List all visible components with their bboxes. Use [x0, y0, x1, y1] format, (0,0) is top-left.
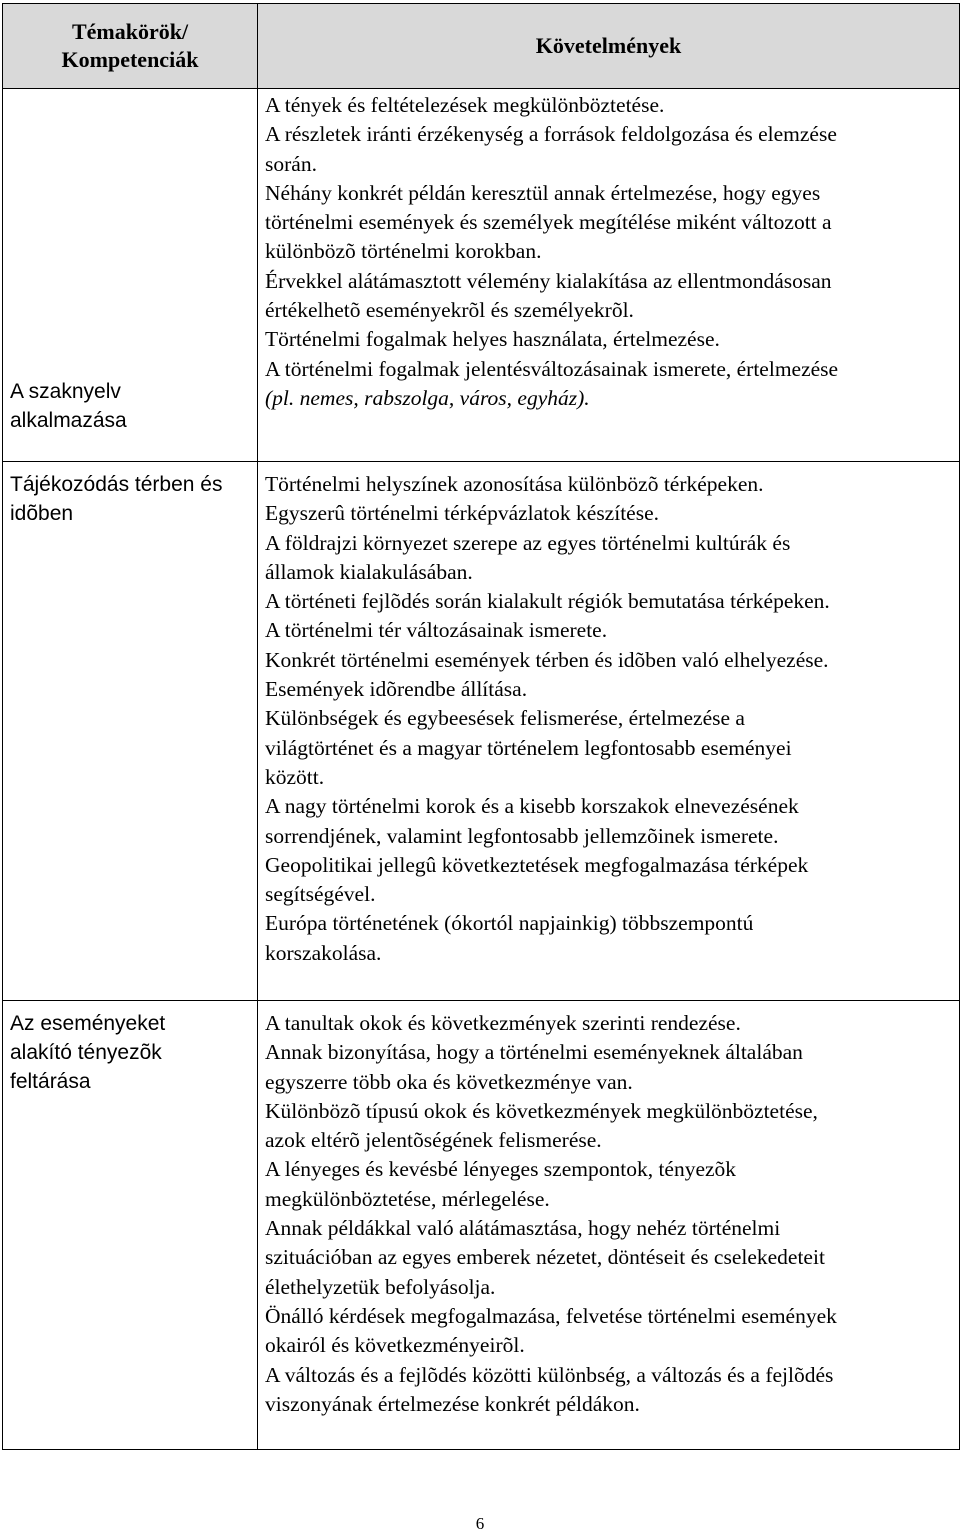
- requirement-line: Érvekkel alátámasztott vélemény kialakítása az ellentmondásosan: [265, 268, 832, 293]
- requirement-line: megkülönböztetése, mérlegelése.: [265, 1186, 550, 1211]
- requirement-line: sorrendjének, valamint legfontosabb jellemzõinek ismerete.: [265, 823, 779, 848]
- requirement-line: Események idõrendbe állítása.: [265, 677, 528, 702]
- topic-cell: [3, 462, 258, 1001]
- requirement-line: A történelmi fogalmak jelentésváltozásainak ismerete, értelmezése: [265, 356, 839, 381]
- topic-line: Tájékozódás térben és: [10, 473, 223, 496]
- requirements-cell: [258, 89, 960, 462]
- requirement-line: Történelmi helyszínek azonosítása különbözõ térképeken.: [265, 472, 764, 496]
- requirements-cell: [258, 462, 960, 1001]
- requirements-table: [2, 3, 960, 1450]
- requirement-line: világtörténet és a magyar történelem legfontosabb eseményei: [265, 735, 792, 760]
- requirement-line: Néhány konkrét példán keresztül annak értelmezése, hogy egyes: [265, 180, 821, 205]
- table-row: [3, 462, 960, 1001]
- requirement-line-examples: (pl. nemes, rabszolga, város, egyház).: [265, 385, 590, 410]
- requirement-line: A változás és a fejlõdés közötti különbség, a változás és a fejlõdés: [265, 1362, 834, 1387]
- requirement-line: Önálló kérdések megfogalmazása, felvetése történelmi események: [265, 1303, 837, 1328]
- requirement-line: történelmi események és személyek megítélése miként változott a: [265, 210, 832, 235]
- topic-cell: [3, 89, 258, 462]
- requirement-line: A tények és feltételezések megkülönböztetése.: [265, 93, 665, 117]
- topic-line: alakító tényezõk: [10, 1041, 162, 1064]
- topic-line: alkalmazása: [10, 409, 127, 432]
- requirement-line: A földrajzi környezet szerepe az egyes történelmi kultúrák és: [265, 530, 791, 555]
- requirement-line: során.: [265, 151, 317, 176]
- requirement-line: okairól és következményeirõl.: [265, 1333, 525, 1358]
- requirements-cell: [258, 1001, 960, 1450]
- requirement-line: Különbségek és egybeesések felismerése, értelmezése a: [265, 706, 745, 731]
- requirement-line: Geopolitikai jellegû következtetések megfogalmazása térképek: [265, 852, 809, 877]
- topic-line: feltárása: [10, 1070, 91, 1093]
- header-requirements: [258, 4, 960, 89]
- requirement-line: viszonyának értelmezése konkrét példákon.: [265, 1391, 640, 1416]
- requirement-line: A részletek iránti érzékenység a források feldolgozása és elemzése: [265, 122, 837, 147]
- requirement-line: Annak példákkal való alátámasztása, hogy nehéz történelmi: [265, 1216, 781, 1241]
- topic-line: idõben: [10, 502, 74, 525]
- requirement-line: A történeti fejlõdés során kialakult régiók bemutatása térképeken.: [265, 589, 830, 614]
- topic-line: A szaknyelv: [10, 380, 121, 403]
- requirement-line: Egyszerû történelmi térképvázlatok készítése.: [265, 501, 660, 526]
- requirement-line: egyszerre több oka és következménye van.: [265, 1069, 633, 1094]
- header-topics-line-1: Témakörök/: [71, 19, 189, 44]
- requirement-line: A nagy történelmi korok és a kisebb korszakok elnevezésének: [265, 794, 799, 819]
- requirement-line: Konkrét történelmi események térben és idõben való elhelyezése.: [265, 647, 829, 672]
- requirement-line: között.: [265, 764, 325, 789]
- header-topics: [3, 4, 258, 89]
- requirement-line: szituációban az egyes emberek nézetet, döntéseit és cselekedeteit: [265, 1245, 825, 1270]
- topic-line: Az eseményeket: [10, 1012, 166, 1035]
- requirement-line: A lényeges és kevésbé lényeges szempontok, tényezõk: [265, 1157, 737, 1182]
- header-requirements-label: Követelmények: [535, 33, 682, 58]
- requirement-line: Különbözõ típusú okok és következmények megkülönböztetése,: [265, 1098, 818, 1123]
- table-row: [3, 89, 960, 462]
- table-row: [3, 1001, 960, 1450]
- requirement-line: értékelhetõ eseményekrõl és személyekrõl.: [265, 298, 634, 323]
- requirement-line: korszakolása.: [265, 940, 382, 965]
- page-number: 6: [475, 1514, 485, 1533]
- requirement-line: azok eltérõ jelentõségének felismerése.: [265, 1128, 602, 1153]
- header-topics-line-2: Kompetenciák: [61, 47, 199, 72]
- requirement-line: Történelmi fogalmak helyes használata, értelmezése.: [265, 327, 720, 352]
- requirement-line: államok kialakulásában.: [265, 559, 473, 584]
- topic-cell: [3, 1001, 258, 1450]
- requirement-line: A történelmi tér változásainak ismerete.: [265, 618, 608, 643]
- requirement-line: segítségével.: [265, 882, 376, 907]
- table-header-row: [3, 4, 960, 89]
- requirement-line: élethelyzetük befolyásolja.: [265, 1274, 496, 1299]
- requirement-line: különbözõ történelmi korokban.: [265, 239, 542, 264]
- requirement-line: A tanultak okok és következmények szerinti rendezése.: [265, 1011, 741, 1035]
- requirement-line: Annak bizonyítása, hogy a történelmi eseményeknek általában: [265, 1040, 803, 1065]
- requirement-line: Európa történetének (ókortól napjainkig) többszempontú: [265, 911, 754, 936]
